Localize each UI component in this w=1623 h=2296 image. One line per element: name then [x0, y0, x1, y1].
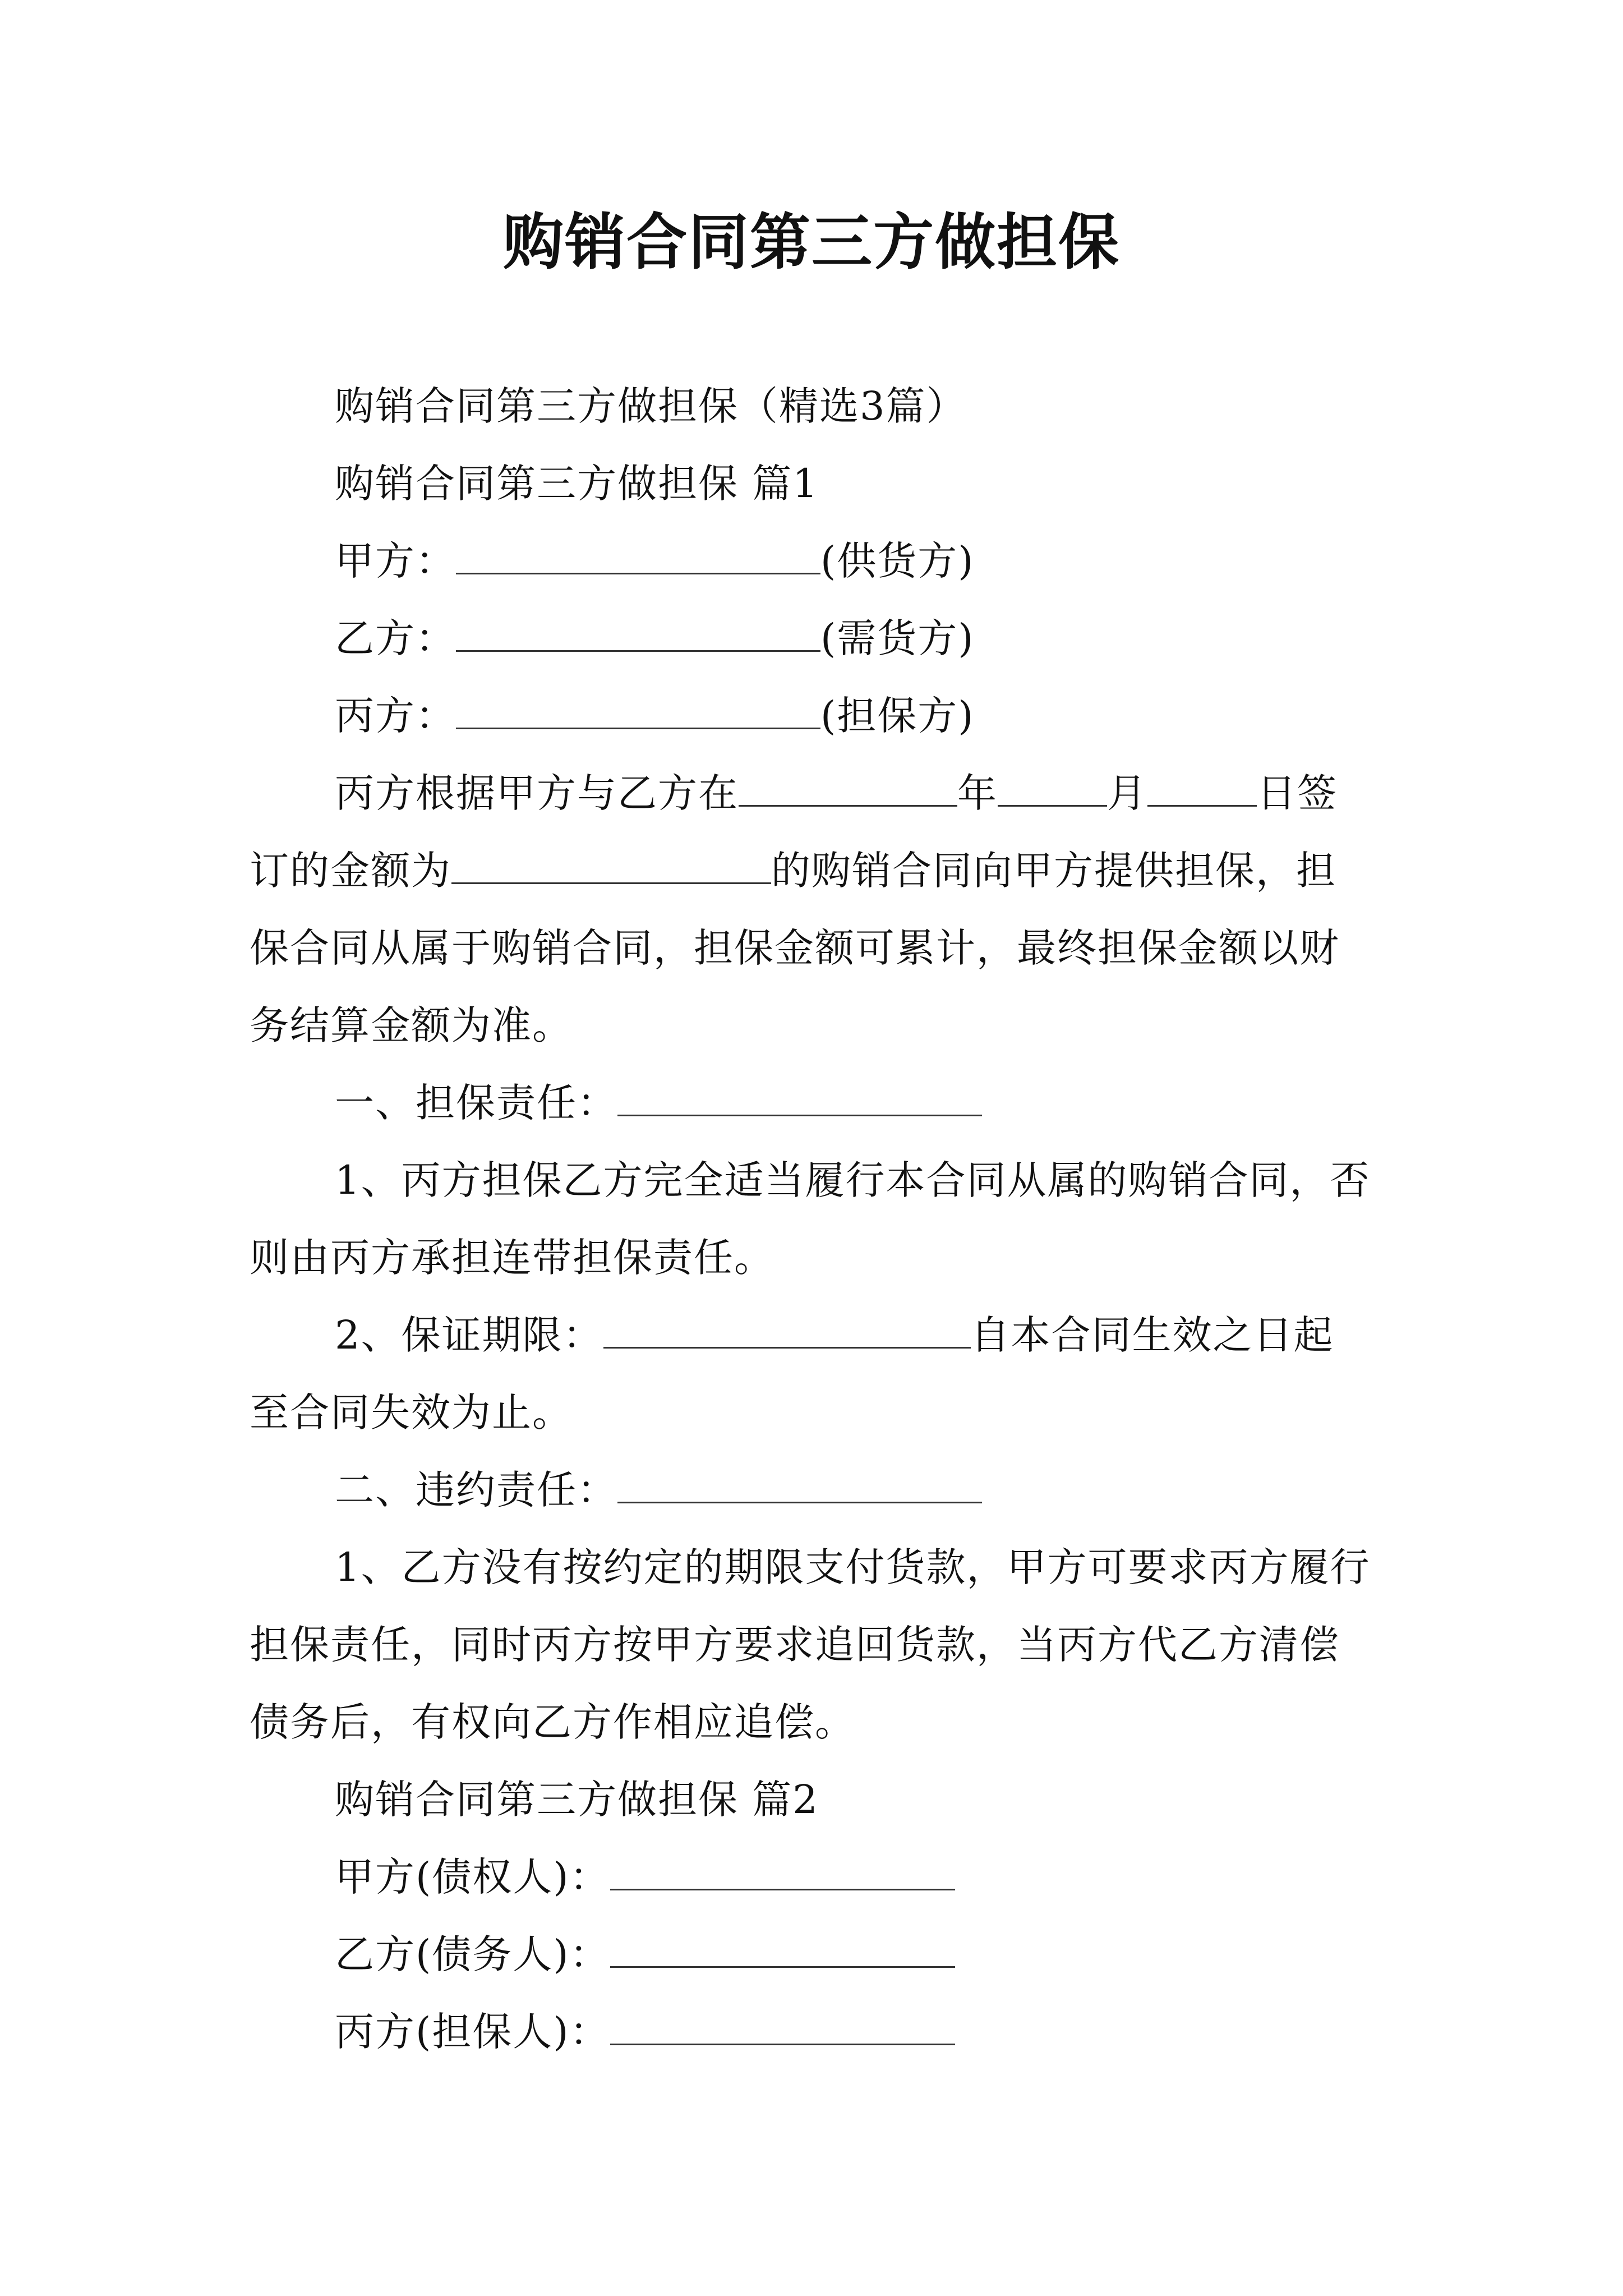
section1-blank: [617, 1083, 982, 1116]
intro-line: 购销合同第三方做担保（精选3篇）: [335, 383, 967, 429]
month-blank: [998, 774, 1107, 807]
year-blank: [739, 774, 957, 807]
section1-heading-line: [250, 1064, 1371, 1142]
chapter1-heading: 购销合同第三方做担保 篇1: [335, 461, 819, 507]
term-blank: [603, 1315, 971, 1349]
party-b-line: [250, 600, 1371, 677]
party-b-blank: [456, 619, 820, 652]
section2-item1: 1、乙方没有按约定的期限支付货款，甲方可要求丙方履行担保责任，同时丙方按甲方要求追回货款，当丙方代乙方清偿债务后，有权向乙方作相应追偿。: [250, 1544, 1371, 1745]
creditor-line: [250, 1838, 1371, 1916]
creditor-blank: [610, 1857, 955, 1890]
section1-heading: 一、担保责任：: [335, 1080, 617, 1126]
month-label: 月: [1107, 770, 1147, 816]
guarantee-text-2: 日签订的金额为: [250, 770, 1338, 894]
section2-heading: 二、违约责任：: [335, 1467, 617, 1513]
guarantor-blank: [610, 2012, 955, 2045]
term-label: 2、保证期限：: [335, 1312, 603, 1358]
chapter2-heading: 购销合同第三方做担保 篇2: [335, 1777, 819, 1823]
guarantee-text-3: 的购销合同向甲方提供担保，担保合同从属于购销合同，担保金额可累计，最终担保金额以财务结算金额为准。: [250, 848, 1340, 1048]
party-a-label: 甲方：: [335, 538, 456, 584]
year-label: 年: [957, 770, 998, 816]
amount-blank: [451, 851, 771, 884]
section1-item2: [250, 1296, 1371, 1451]
party-b-role: (需货方): [820, 615, 975, 661]
section2-blank: [617, 1470, 982, 1503]
term-text: 自本合同生效之日起至合同失效为止。: [250, 1312, 1334, 1435]
guarantor-label: 丙方(担保人)：: [335, 2009, 610, 2055]
guarantee-paragraph: [250, 754, 1371, 1064]
document-title: 购销合同第三方做担保: [502, 207, 1120, 278]
day-blank: [1147, 774, 1257, 807]
section1-item1: 1、丙方担保乙方完全适当履行本合同从属的购销合同，否则由丙方承担连带担保责任。: [250, 1157, 1371, 1281]
party-b-label: 乙方：: [335, 615, 456, 661]
guarantee-text-1: 丙方根据甲方与乙方在: [335, 770, 739, 816]
debtor-label: 乙方(债务人)：: [335, 1931, 610, 1977]
party-a-line: [250, 522, 1371, 600]
party-c-role: (担保方): [820, 693, 975, 739]
party-c-line: [250, 677, 1371, 754]
section2-heading-line: [250, 1451, 1371, 1529]
party-c-blank: [456, 696, 820, 729]
party-a-role: (供货方): [820, 538, 975, 584]
guarantor-line: [250, 1993, 1371, 2070]
party-c-label: 丙方：: [335, 693, 456, 739]
document-body: [250, 367, 1371, 2070]
debtor-blank: [610, 1935, 955, 1968]
debtor-line: [250, 1916, 1371, 1993]
party-a-blank: [456, 541, 820, 574]
creditor-label: 甲方(债权人)：: [335, 1854, 610, 1900]
